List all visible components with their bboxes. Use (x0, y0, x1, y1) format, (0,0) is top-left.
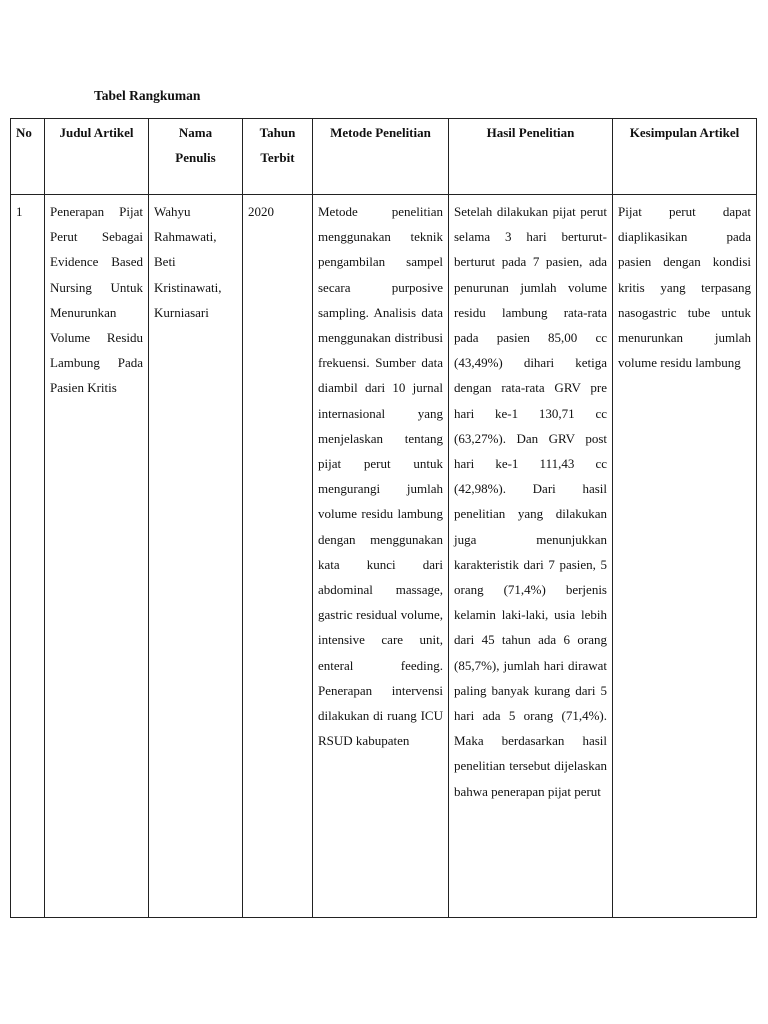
header-metode-penelitian: Metode Penelitian (313, 119, 449, 195)
cell-judul-artikel: Penerapan Pijat Perut Sebagai Evidence Based Nursing Untuk Menurunkan Volume Residu Lambung Pada Pasien Kritis (45, 195, 149, 918)
cell-hasil-penelitian: Setelah dilakukan pijat perut selama 3 hari berturut- berturut pada 7 pasien, ada penurunan jumlah volume residu lambung rata-rata pada pasien 85,00 cc (43,49%) dihari ketiga dengan rata-rata GRV pre hari ke-1 130,71 cc (63,27%). Dan GRV post hari ke-1 111,43 cc (42,98%). Dari hasil penelitian yang dilakukan juga menunjukkan karakteristik dari 7 pasien, 5 orang (71,4%) berjenis kelamin laki-laki, usia lebih dari 45 tahun ada 6 orang (85,7%), jumlah hari dirawat paling banyak kurang dari 5 hari ada 5 orang (71,4%). Maka berdasarkan hasil penelitian tersebut dijelaskan bahwa penerapan pijat perut (449, 195, 613, 918)
author-line: Kristinawati, (154, 279, 222, 295)
summary-table (10, 118, 757, 918)
cell-kesimpulan-artikel: Pijat perut dapat diaplikasikan pada pasien dengan kondisi kritis yang terpasang nasogastric tube untuk menurunkan jumlah volume residu lambung (613, 195, 757, 918)
header-kesimpulan-artikel: Kesimpulan Artikel (613, 119, 757, 195)
author-line: Rahmawati, (154, 229, 217, 245)
header-hasil-penelitian: Hasil Penelitian (449, 119, 613, 195)
header-nama-line-2: Penulis (175, 150, 216, 166)
cell-nama-penulis (149, 195, 243, 918)
header-tahun-line-2: Terbit (260, 150, 295, 166)
table-row (11, 195, 757, 918)
header-judul-artikel: Judul Artikel (45, 119, 149, 195)
header-no: No (11, 119, 45, 195)
author-line: Beti (154, 254, 176, 270)
header-nama-line-1: Nama (178, 125, 213, 140)
page-title: Tabel Rangkuman (94, 88, 201, 103)
cell-no: 1 (11, 195, 45, 918)
cell-metode-penelitian: Metode penelitian menggunakan teknik pengambilan sampel secara purposive sampling. Analisis data menggunakan distribusi frekuensi. Sumber data diambil dari 10 jurnal internasional yang menjelaskan tentang pijat perut untuk mengurangi jumlah volume residu lambung dengan menggunakan kata kunci dari abdominal massage, gastric residual volume, intensive care unit, enteral feeding. Penerapan intervensi dilakukan di ruang ICU RSUD kabupaten (313, 195, 449, 918)
cell-tahun-terbit: 2020 (243, 195, 313, 918)
header-tahun-terbit (243, 119, 313, 195)
header-nama-penulis (149, 119, 243, 195)
header-tahun-line-1: Tahun (259, 125, 296, 140)
author-line: Wahyu (154, 204, 191, 219)
table-header-row (11, 119, 757, 195)
author-line: Kurniasari (154, 304, 209, 320)
